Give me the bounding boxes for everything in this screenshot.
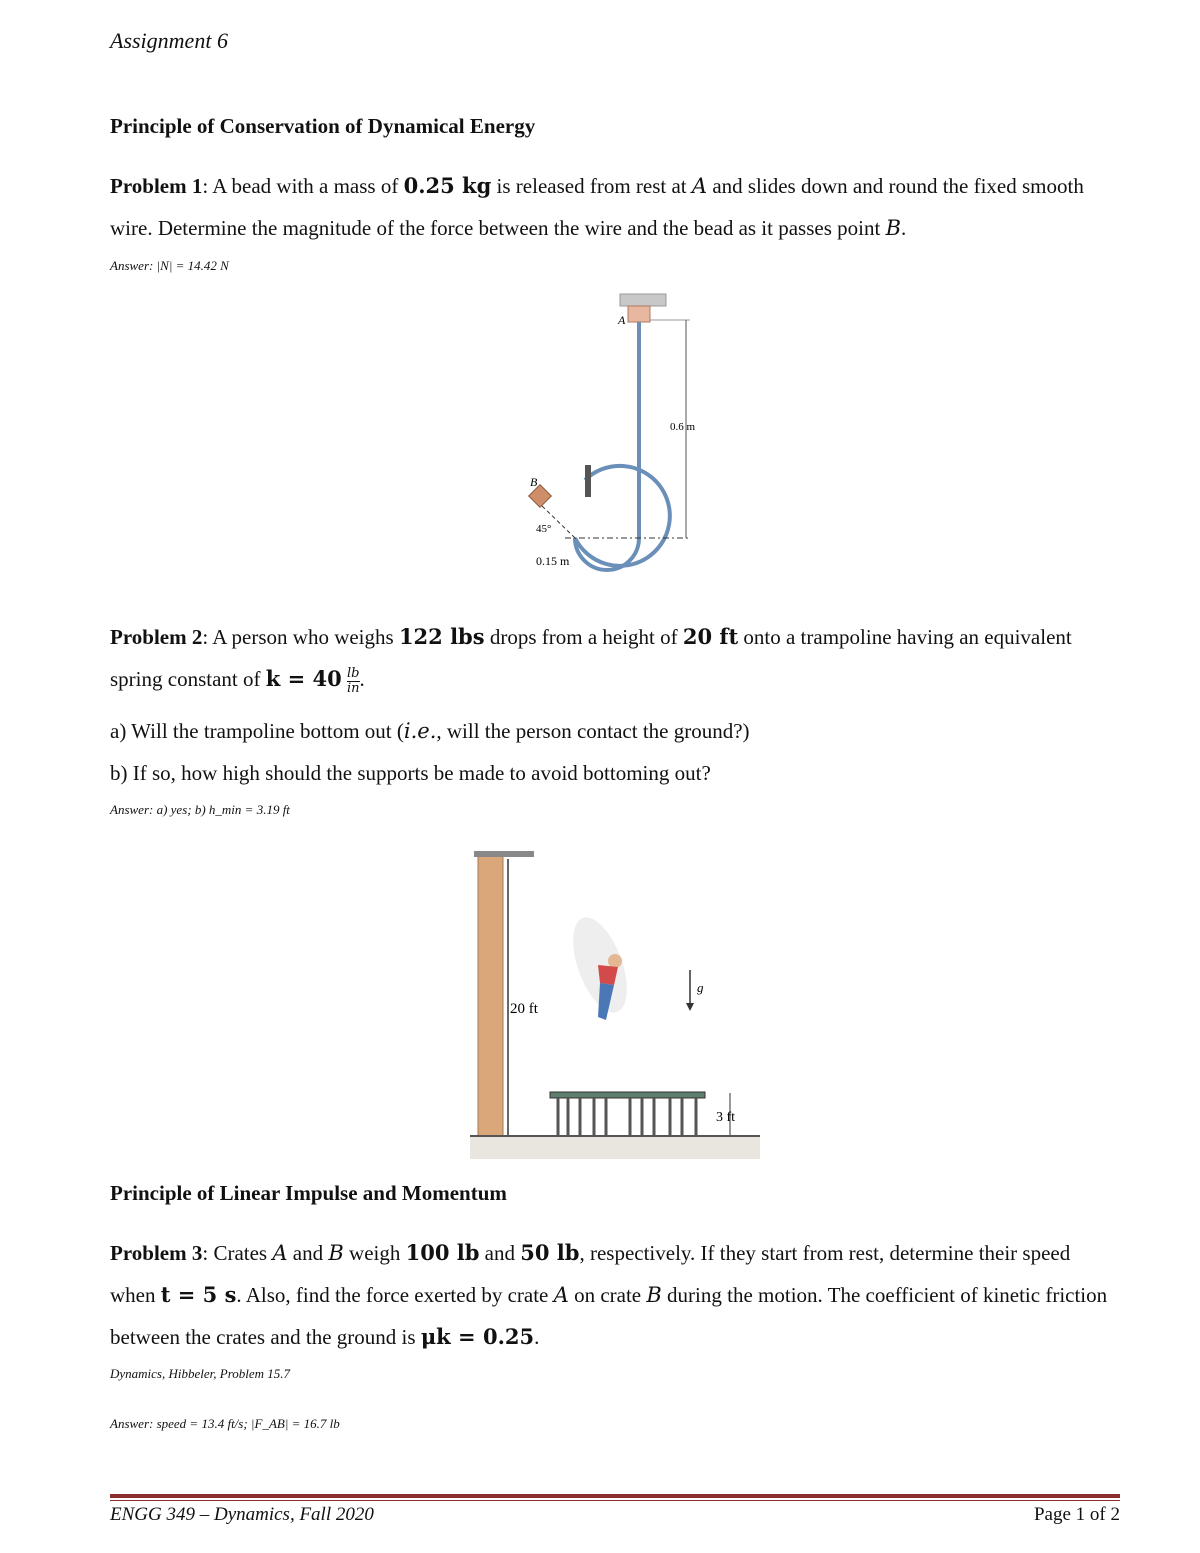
trampoline-bed: [550, 1092, 705, 1098]
crate-b: B: [646, 1283, 662, 1307]
problem-2-text-part: drops from a height of: [484, 625, 683, 649]
document-header-title: Assignment 6: [110, 28, 228, 53]
problem-1-text-part: .: [901, 216, 907, 240]
footer-course: ENGG 349 – Dynamics, Fall 2020: [110, 1504, 374, 1525]
spring-unit-fraction: [347, 667, 360, 696]
problem-1-text-part: and slides down and round the fixed smooth wire. Determine the magnitude of the force between the wire and the bead as it passes point: [110, 174, 1084, 240]
problem-3-label: Problem 3: [110, 1241, 203, 1265]
ceiling-support: [620, 294, 666, 306]
problem-2-text-part: .: [359, 667, 365, 691]
wall-stop: [585, 465, 591, 497]
problem-2-weight: 122 lbs: [398, 624, 485, 649]
problem-1-text-part: : A bead with a mass of: [202, 174, 404, 198]
problem-2-label: Problem 2: [110, 625, 203, 649]
problem-3-text-part: : Crates: [202, 1241, 273, 1265]
problem-2-answer: Answer: a) yes; b) h_min = 3.19 ft: [110, 802, 290, 817]
height-label: 0.6 m: [670, 421, 696, 433]
footer-rule-thick: [110, 1494, 1120, 1498]
friction-coefficient: μk = 0.25: [420, 1324, 535, 1349]
problem-3-text-part: on crate: [568, 1283, 647, 1307]
problem-3-text-part: , respectively. If they start from rest, determine their speed when: [110, 1241, 1071, 1307]
problem-3-text-part: and: [287, 1241, 329, 1265]
problem-3-source: Dynamics, Hibbeler, Problem 15.7: [110, 1366, 291, 1381]
crate-a: A: [272, 1241, 288, 1265]
wall-pillar: [478, 855, 503, 1137]
bead-at-a: [628, 306, 650, 322]
crate-b: B: [328, 1241, 344, 1265]
person-figure: [562, 910, 638, 1020]
problem-3-text-part: weigh: [343, 1241, 406, 1265]
part-a-text: a) Will the trampoline bottom out (: [110, 719, 404, 743]
problem-2-spring-constant: k = 40: [265, 666, 342, 691]
part-a-text-2: , will the person contact the ground?): [436, 719, 750, 743]
weight-b: 50 lb: [520, 1240, 580, 1265]
problem-1-text-part: is released from rest at: [491, 174, 692, 198]
point-b: B: [885, 216, 901, 240]
problem-2-text-part: onto a trampoline having an equivalent spring constant of: [110, 625, 1072, 691]
problem-2-text: [110, 616, 1120, 700]
support-label-3ft: 3 ft: [716, 1110, 736, 1125]
problem-2-text-part: : A person who weighs: [202, 625, 399, 649]
fraction-denominator: in: [346, 680, 360, 696]
weight-a: 100 lb: [405, 1240, 480, 1265]
problem-1-mass: 0.25 kg: [403, 173, 492, 198]
bead-wire-figure: [510, 290, 740, 600]
problem-3-text: [110, 1232, 1120, 1358]
problem-3-text-part: .: [534, 1325, 540, 1349]
problem-1-text: [110, 165, 1120, 249]
problem-2-part-b: b) If so, how high should the supports be made to avoid bottoming out?: [110, 761, 711, 785]
figure-label-b: B: [530, 475, 538, 489]
problem-2-height: 20 ft: [682, 624, 739, 649]
figure-label-a: A: [618, 313, 626, 327]
problem-3-answer: Answer: speed = 13.4 ft/s; |F_AB| = 16.7 lb: [110, 1416, 340, 1431]
gravity-label: g: [697, 980, 704, 995]
radius-label: 0.15 m: [536, 554, 570, 568]
crate-a: A: [553, 1283, 569, 1307]
trampoline-legs: [558, 1098, 696, 1135]
gravity-arrowhead: [686, 1003, 694, 1011]
point-a: A: [691, 174, 708, 198]
fraction-numerator: lb: [347, 665, 360, 681]
problem-3-text-part: . Also, find the force exerted by crate: [236, 1283, 554, 1307]
ground: [470, 1135, 760, 1159]
section-title-energy: Principle of Conservation of Dynamical Energy: [110, 114, 536, 138]
trampoline-figure: [470, 845, 765, 1165]
problem-2-part-a: [110, 710, 1120, 752]
part-a-ie: i.e.: [403, 719, 437, 743]
problem-3-text-part: and: [479, 1241, 521, 1265]
angle-label: 45°: [536, 523, 552, 535]
height-label-20ft: 20 ft: [510, 1001, 538, 1017]
footer-page-number: Page 1 of 2: [1033, 1504, 1120, 1525]
time-value: t = 5 s: [160, 1282, 237, 1307]
problem-1-answer: Answer: |N| = 14.42 N: [110, 258, 229, 273]
problem-3-text-part: during the motion. The coefficient of kinetic friction between the crates and the ground is: [110, 1283, 1108, 1349]
platform-top: [474, 851, 534, 857]
problem-1-label: Problem 1: [110, 174, 203, 198]
footer-rule-thin: [110, 1500, 1120, 1501]
section-title-impulse: Principle of Linear Impulse and Momentum: [110, 1181, 507, 1205]
